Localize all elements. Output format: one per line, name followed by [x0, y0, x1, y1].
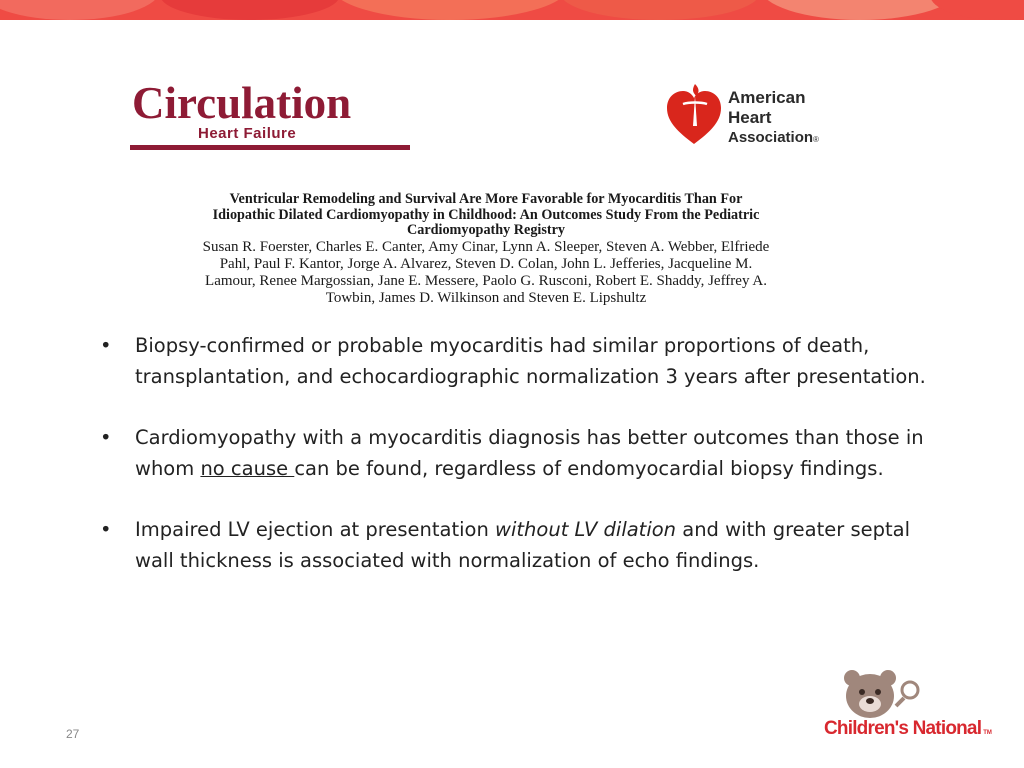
circulation-logo-rule — [130, 145, 410, 150]
aha-logo — [665, 82, 845, 146]
circulation-logo-subtitle: Heart Failure — [198, 125, 297, 142]
aha-line-american: American — [728, 88, 806, 107]
citation-authors — [128, 239, 844, 307]
citation-author-line: Pahl, Paul F. Kantor, Jorge A. Alvarez, Steven D. Colan, John L. Jefferies, Jacqueline M. — [219, 255, 753, 272]
citation-title-line: Idiopathic Dilated Cardiomyopathy in Childhood: An Outcomes Study From the Pediatric — [212, 206, 760, 223]
bullet-dot: • — [100, 334, 112, 357]
paper-citation — [128, 192, 844, 307]
bullet-text: Biopsy-confirmed or probable myocarditis had similar proportions of death, transplantation, and echocardiographic normalization 3 years after presentation. — [135, 334, 926, 388]
circulation-logo-title: Circulation — [132, 78, 352, 128]
circulation-logo — [130, 78, 410, 154]
bullet-item — [100, 422, 930, 484]
aha-line-association: Association — [728, 129, 814, 146]
citation-title — [128, 192, 844, 239]
bullet-dot: • — [100, 426, 112, 449]
bullet-italic-text: without LV dilation — [495, 518, 677, 541]
aha-line-heart: Heart — [728, 108, 772, 127]
teddy-bear-icon — [830, 668, 920, 720]
trademark-mark: TM — [983, 730, 992, 736]
childrens-national-wordmark: Children's National TM — [824, 718, 992, 739]
bullet-text: Cardiomyopathy with a myocarditis diagnosis has better outcomes than those in whom — [135, 426, 924, 480]
aha-logo-text — [728, 88, 819, 150]
bullet-dot: • — [100, 518, 112, 541]
top-decorative-band — [0, 0, 1024, 20]
citation-title-line: Ventricular Remodeling and Survival Are More Favorable for Myocarditis Than For — [229, 191, 743, 207]
page-number: 27 — [66, 727, 80, 741]
bullet-item — [100, 330, 930, 392]
childrens-national-logo — [820, 668, 1000, 748]
aha-registered-mark: ® — [813, 135, 819, 144]
bullet-underlined-text: no cause — [200, 457, 295, 480]
aha-heart-torch-icon — [665, 82, 723, 146]
bullet-list — [100, 330, 930, 606]
bullet-item — [100, 514, 930, 576]
bullet-text: and with greater septal wall thickness is associated with normalization of echo findings. — [135, 518, 911, 572]
citation-title-line: Cardiomyopathy Registry — [406, 222, 566, 239]
bullet-text: can be found, regardless of endomyocardial biopsy findings. — [294, 457, 884, 480]
citation-author-line: Lamour, Renee Margossian, Jane E. Messere, Paolo G. Rusconi, Robert E. Shaddy, Jeffrey A. — [205, 272, 767, 289]
citation-author-line: Towbin, James D. Wilkinson and Steven E. Lipshultz — [325, 289, 647, 306]
bullet-text: Impaired LV ejection at presentation — [135, 518, 496, 541]
citation-author-line: Susan R. Foerster, Charles E. Canter, Amy Cinar, Lynn A. Sleeper, Steven A. Webber, Elfriede — [202, 238, 770, 255]
